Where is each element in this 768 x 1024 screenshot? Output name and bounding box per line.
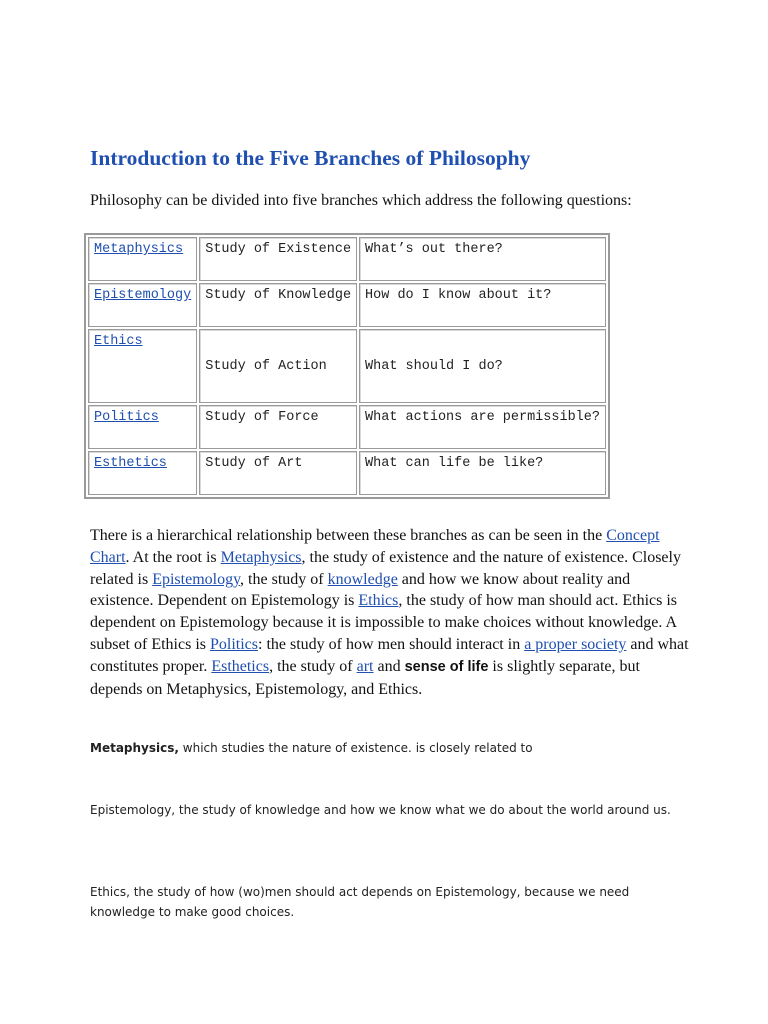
table-row bbox=[88, 283, 606, 327]
note-bold-term: Metaphysics, bbox=[90, 741, 179, 755]
branch-cell bbox=[88, 283, 197, 327]
branches-table bbox=[84, 233, 610, 499]
question-cell: What actions are permissible? bbox=[359, 405, 606, 449]
branch-link-esthetics[interactable]: Esthetics bbox=[94, 456, 167, 471]
study-cell: Study of Art bbox=[199, 451, 357, 495]
paragraph-text: : the study of how men should interact in bbox=[258, 635, 525, 653]
note-ethics: Ethics, the study of how (wo)men should act depends on Epistemology, because we need knowledge to make good choices. bbox=[90, 885, 630, 919]
question-cell: What should I do? bbox=[359, 329, 606, 403]
question-cell: What’s out there? bbox=[359, 237, 606, 281]
table-row bbox=[88, 237, 606, 281]
art-link[interactable]: art bbox=[356, 657, 374, 675]
hierarchy-paragraph bbox=[90, 525, 690, 700]
concept-chart-link[interactable]: Concept Chart bbox=[90, 527, 660, 566]
branch-link-politics[interactable]: Politics bbox=[94, 410, 159, 425]
page-title: Introduction to the Five Branches of Philosophy bbox=[90, 146, 531, 170]
study-cell: Study of Action bbox=[199, 329, 357, 403]
intro-text: Philosophy can be divided into five branches which address the following questions: bbox=[90, 192, 632, 209]
paragraph-text: , the study of bbox=[269, 657, 357, 675]
paragraph-text: . At the root is bbox=[125, 548, 221, 566]
sense-of-life-bold: sense of life bbox=[404, 658, 489, 675]
politics-link[interactable]: Politics bbox=[210, 635, 259, 653]
study-cell: Study of Existence bbox=[199, 237, 357, 281]
branch-cell bbox=[88, 405, 197, 449]
paragraph-text: is slightly separate, but depends on Metaphysics, Epistemology, and Ethics. bbox=[90, 657, 640, 698]
branch-cell bbox=[88, 329, 197, 403]
branch-cell bbox=[88, 451, 197, 495]
paragraph-text: , the study of how man should act. Ethics is dependent on Epistemology because it is impossible to make choices without knowledge. A subset of Ethics is bbox=[90, 592, 678, 653]
esthetics-link[interactable]: Esthetics bbox=[211, 657, 270, 675]
branch-cell bbox=[88, 237, 197, 281]
metaphysics-link[interactable]: Metaphysics bbox=[220, 548, 302, 566]
study-cell: Study of Knowledge bbox=[199, 283, 357, 327]
paragraph-text: and how we know about reality and existence. Dependent on Epistemology is bbox=[90, 570, 631, 610]
branch-link-metaphysics[interactable]: Metaphysics bbox=[94, 242, 184, 257]
paragraph-text: , the study of existence and the nature of existence. Closely related is bbox=[90, 548, 681, 588]
question-cell: What can life be like? bbox=[359, 451, 606, 495]
branch-link-epistemology[interactable]: Epistemology bbox=[94, 288, 192, 303]
study-cell: Study of Force bbox=[199, 405, 357, 449]
paragraph-text: There is a hierarchical relationship between these branches as can be seen in the bbox=[90, 527, 607, 544]
knowledge-link[interactable]: knowledge bbox=[327, 570, 398, 588]
paragraph-text: and bbox=[373, 657, 405, 675]
proper-society-link[interactable]: a proper society bbox=[524, 635, 627, 653]
table-row bbox=[88, 329, 606, 403]
epistemology-link[interactable]: Epistemology bbox=[152, 570, 241, 588]
table-row bbox=[88, 451, 606, 495]
paragraph-text: , the study of bbox=[240, 570, 328, 588]
note-metaphysics bbox=[90, 738, 690, 758]
table-row bbox=[88, 405, 606, 449]
question-cell: How do I know about it? bbox=[359, 283, 606, 327]
note-text: which studies the nature of existence. is closely related to bbox=[178, 741, 533, 755]
ethics-link[interactable]: Ethics bbox=[358, 592, 399, 610]
note-epistemology: Epistemology, the study of knowledge and how we know what we do about the world around us. bbox=[90, 803, 671, 817]
branch-link-ethics[interactable]: Ethics bbox=[94, 334, 143, 349]
paragraph-text: and what constitutes proper. bbox=[90, 635, 689, 675]
